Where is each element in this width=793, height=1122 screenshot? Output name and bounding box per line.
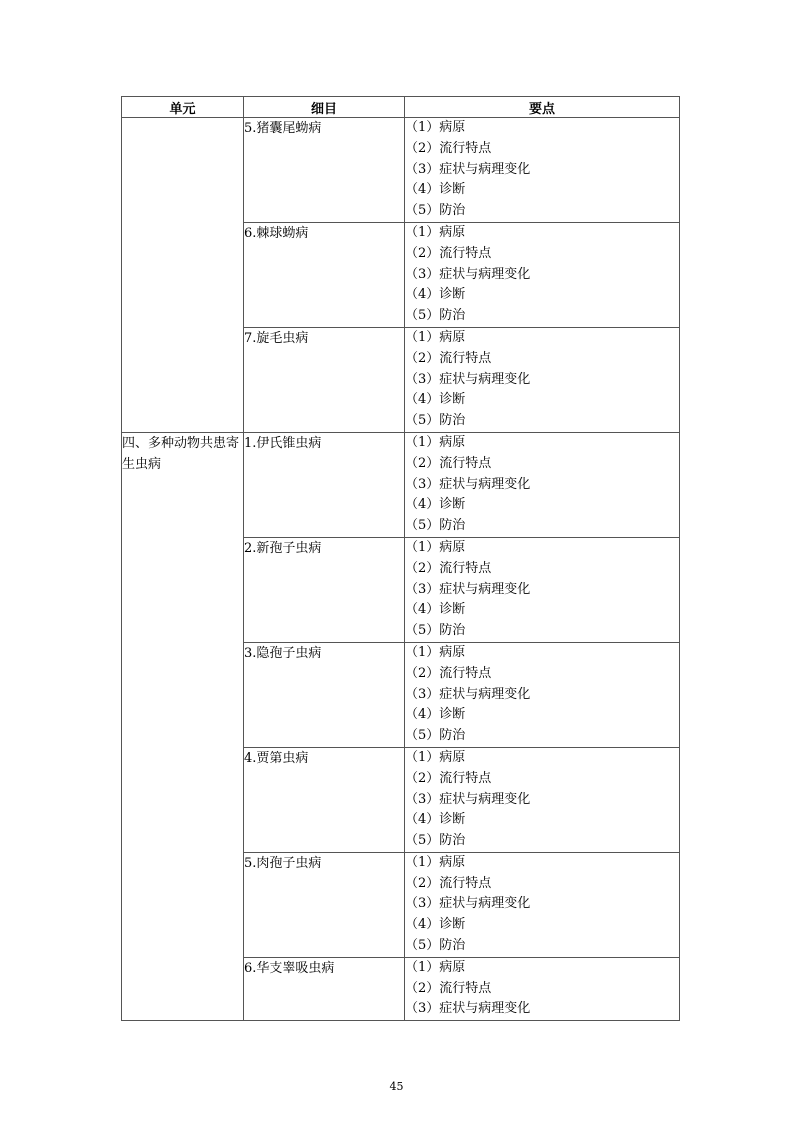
item-cell: 2.新孢子虫病	[244, 537, 405, 642]
point-line: （3）症状与病理变化	[405, 791, 531, 807]
table-row	[122, 118, 680, 223]
point-line: （5）防治	[405, 833, 466, 849]
points-cell	[405, 852, 680, 957]
header-item: 细目	[244, 97, 405, 118]
point-line: （4）诊断	[405, 917, 466, 933]
item-cell: 7.旋毛虫病	[244, 327, 405, 432]
points-cell	[405, 432, 680, 537]
points-cell	[405, 537, 680, 642]
point-line: （4）诊断	[405, 707, 466, 723]
point-line: （2）流行特点	[405, 665, 492, 681]
page-number: 45	[389, 1080, 404, 1093]
point-line: （3）症状与病理变化	[405, 266, 531, 282]
item-cell: 5.猪囊尾蚴病	[244, 118, 405, 223]
point-line: （1）病原	[405, 434, 466, 450]
point-line: （4）诊断	[405, 287, 466, 303]
header-points: 要点	[405, 97, 680, 118]
points-cell	[405, 327, 680, 432]
item-cell: 6.华支睾吸虫病	[244, 957, 405, 1020]
point-line: （1）病原	[405, 224, 466, 240]
point-line: （5）防治	[405, 308, 466, 324]
point-line: （4）诊断	[405, 182, 466, 198]
point-line: （1）病原	[405, 539, 466, 555]
point-line: （2）流行特点	[405, 350, 492, 366]
point-line: （3）症状与病理变化	[405, 371, 531, 387]
points-cell	[405, 957, 680, 1020]
point-line: （1）病原	[405, 644, 466, 660]
point-line: （1）病原	[405, 749, 466, 765]
item-cell: 4.贾第虫病	[244, 747, 405, 852]
point-line: （1）病原	[405, 120, 466, 135]
point-line: （3）症状与病理变化	[405, 161, 531, 177]
table-row	[122, 432, 680, 537]
point-line: （4）诊断	[405, 812, 466, 828]
point-line: （4）诊断	[405, 602, 466, 618]
point-line: （2）流行特点	[405, 560, 492, 576]
unit-cell: 四、多种动物共患寄生虫病	[122, 432, 244, 1020]
point-line: （3）症状与病理变化	[405, 686, 531, 702]
point-line: （3）症状与病理变化	[405, 476, 531, 492]
item-cell: 5.肉孢子虫病	[244, 852, 405, 957]
point-line: （5）防治	[405, 413, 466, 429]
unit-cell	[122, 118, 244, 433]
point-line: （5）防治	[405, 518, 466, 534]
point-line: （2）流行特点	[405, 770, 492, 786]
point-line: （4）诊断	[405, 392, 466, 408]
point-line: （2）流行特点	[405, 980, 492, 996]
point-line: （2）流行特点	[405, 455, 492, 471]
point-line: （3）症状与病理变化	[405, 1001, 531, 1017]
header-row	[122, 97, 680, 118]
point-line: （1）病原	[405, 959, 466, 975]
point-line: （5）防治	[405, 203, 466, 219]
point-line: （1）病原	[405, 329, 466, 345]
point-line: （2）流行特点	[405, 875, 492, 891]
points-cell	[405, 222, 680, 327]
item-cell: 6.棘球蚴病	[244, 222, 405, 327]
point-line: （3）症状与病理变化	[405, 581, 531, 597]
points-cell	[405, 118, 680, 223]
point-line: （1）病原	[405, 854, 466, 870]
item-cell: 3.隐孢子虫病	[244, 642, 405, 747]
header-unit: 单元	[122, 97, 244, 118]
point-line: （5）防治	[405, 728, 466, 744]
point-line: （2）流行特点	[405, 245, 492, 261]
syllabus-table	[121, 96, 680, 1021]
point-line: （2）流行特点	[405, 140, 492, 156]
point-line: （5）防治	[405, 938, 466, 954]
point-line: （3）症状与病理变化	[405, 896, 531, 912]
points-cell	[405, 747, 680, 852]
points-cell	[405, 642, 680, 747]
table-body	[122, 118, 680, 1021]
point-line: （5）防治	[405, 623, 466, 639]
point-line: （4）诊断	[405, 497, 466, 513]
item-cell: 1.伊氏锥虫病	[244, 432, 405, 537]
